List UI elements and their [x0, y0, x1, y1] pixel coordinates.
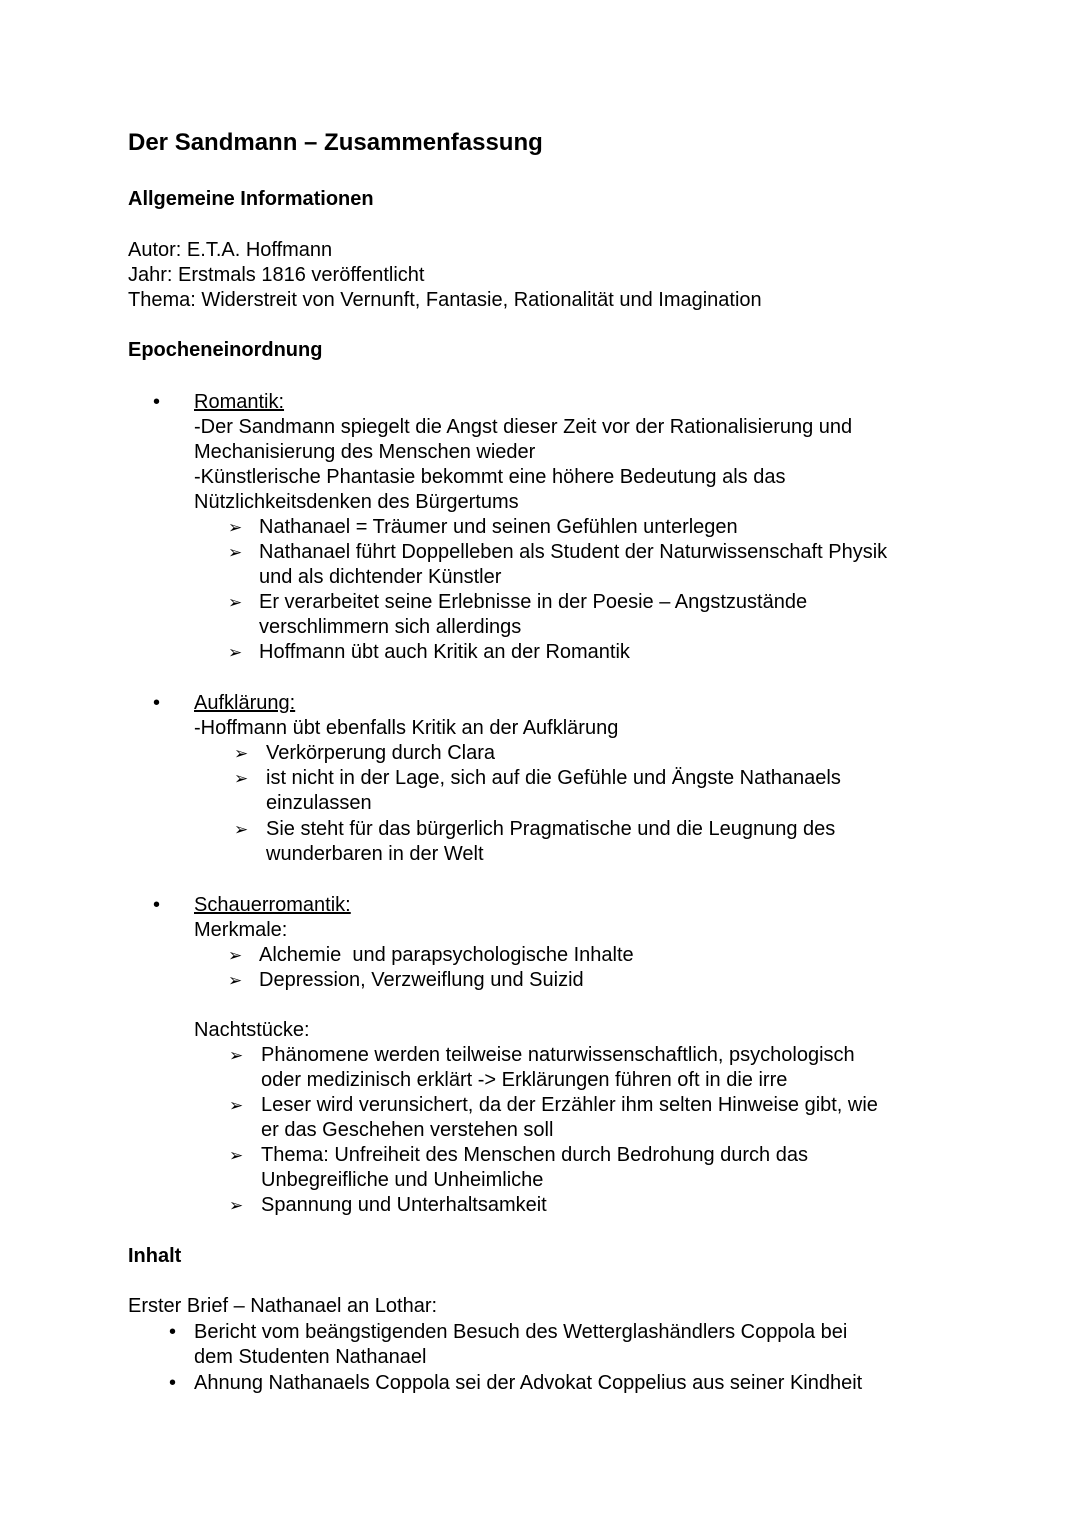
- text-line: Erster Brief – Nathanael an Lothar:: [128, 1295, 438, 1317]
- list-item: Leser wird verunsichert, da der Erzähler ihm selten Hinweise gibt, wie: [261, 1094, 878, 1116]
- section-heading-epochs: Epocheneinordnung: [128, 339, 323, 361]
- subheading-romantik: Romantik:: [194, 391, 285, 413]
- arrow-bullet-icon: ➢: [228, 518, 243, 537]
- arrow-bullet-icon: ➢: [234, 769, 249, 788]
- list-item: Verkörperung durch Clara: [266, 742, 496, 764]
- subheading-schauerromantik: Schauerromantik:: [194, 894, 351, 916]
- list-item: Thema: Unfreiheit des Menschen durch Bedrohung durch das: [261, 1144, 808, 1166]
- text-line: Merkmale:: [194, 919, 288, 941]
- page-title: Der Sandmann – Zusammenfassung: [128, 129, 543, 156]
- text-line: -Künstlerische Phantasie bekommt eine höhere Bedeutung als das: [194, 466, 786, 488]
- list-item: er das Geschehen verstehen soll: [261, 1119, 554, 1141]
- text-line: -Hoffmann übt ebenfalls Kritik an der Aufklärung: [194, 717, 619, 739]
- bullet-icon: •: [169, 1321, 177, 1343]
- arrow-bullet-icon: ➢: [234, 820, 249, 839]
- text-line: Nachtstücke:: [194, 1019, 310, 1041]
- arrow-bullet-icon: ➢: [229, 1146, 244, 1165]
- list-item: Sie steht für das bürgerlich Pragmatische und die Leugnung des: [266, 818, 836, 840]
- section-heading-general: Allgemeine Informationen: [128, 188, 374, 210]
- list-item: Depression, Verzweiflung und Suizid: [259, 969, 584, 991]
- list-item: Unbegreifliche und Unheimliche: [261, 1169, 544, 1191]
- text-line: Nützlichkeitsdenken des Bürgertums: [194, 491, 519, 513]
- section-heading-content: Inhalt: [128, 1245, 182, 1267]
- list-item: verschlimmern sich allerdings: [259, 616, 522, 638]
- bullet-icon: •: [153, 391, 161, 413]
- arrow-bullet-icon: ➢: [234, 744, 249, 763]
- arrow-bullet-icon: ➢: [228, 543, 243, 562]
- list-item: oder medizinisch erklärt -> Erklärungen führen oft in die irre: [261, 1069, 788, 1091]
- list-item: und als dichtender Künstler: [259, 566, 502, 588]
- list-item: Spannung und Unterhaltsamkeit: [261, 1194, 547, 1216]
- arrow-bullet-icon: ➢: [228, 643, 243, 662]
- text-line: Mechanisierung des Menschen wieder: [194, 441, 536, 463]
- list-item: einzulassen: [266, 792, 372, 814]
- list-item: Nathanael führt Doppelleben als Student der Naturwissenschaft Physik: [259, 541, 888, 563]
- list-item: dem Studenten Nathanael: [194, 1346, 427, 1368]
- arrow-bullet-icon: ➢: [228, 593, 243, 612]
- text-line: Thema: Widerstreit von Vernunft, Fantasie, Rationalität und Imagination: [128, 289, 762, 311]
- arrow-bullet-icon: ➢: [228, 971, 243, 990]
- list-item: Nathanael = Träumer und seinen Gefühlen unterlegen: [259, 516, 738, 538]
- list-item: Alchemie und parapsychologische Inhalte: [259, 944, 634, 966]
- text-line: -Der Sandmann spiegelt die Angst dieser Zeit vor der Rationalisierung und: [194, 416, 853, 438]
- arrow-bullet-icon: ➢: [229, 1046, 244, 1065]
- bullet-icon: •: [153, 692, 161, 714]
- text-line: Jahr: Erstmals 1816 veröffentlicht: [128, 264, 425, 286]
- list-item: Bericht vom beängstigenden Besuch des Wetterglashändlers Coppola bei: [194, 1321, 848, 1343]
- list-item: ist nicht in der Lage, sich auf die Gefühle und Ängste Nathanaels: [266, 767, 841, 789]
- arrow-bullet-icon: ➢: [229, 1096, 244, 1115]
- bullet-icon: •: [169, 1372, 177, 1394]
- list-item: Hoffmann übt auch Kritik an der Romantik: [259, 641, 630, 663]
- list-item: Er verarbeitet seine Erlebnisse in der Poesie – Angstzustände: [259, 591, 808, 613]
- list-item: Phänomene werden teilweise naturwissenschaftlich, psychologisch: [261, 1044, 855, 1066]
- bullet-icon: •: [153, 894, 161, 916]
- text-line: Autor: E.T.A. Hoffmann: [128, 239, 333, 261]
- arrow-bullet-icon: ➢: [228, 946, 243, 965]
- list-item: Ahnung Nathanaels Coppola sei der Advokat Coppelius aus seiner Kindheit: [194, 1372, 863, 1394]
- subheading-aufklaerung: Aufklärung:: [194, 692, 296, 714]
- arrow-bullet-icon: ➢: [229, 1196, 244, 1215]
- list-item: wunderbaren in der Welt: [266, 843, 484, 865]
